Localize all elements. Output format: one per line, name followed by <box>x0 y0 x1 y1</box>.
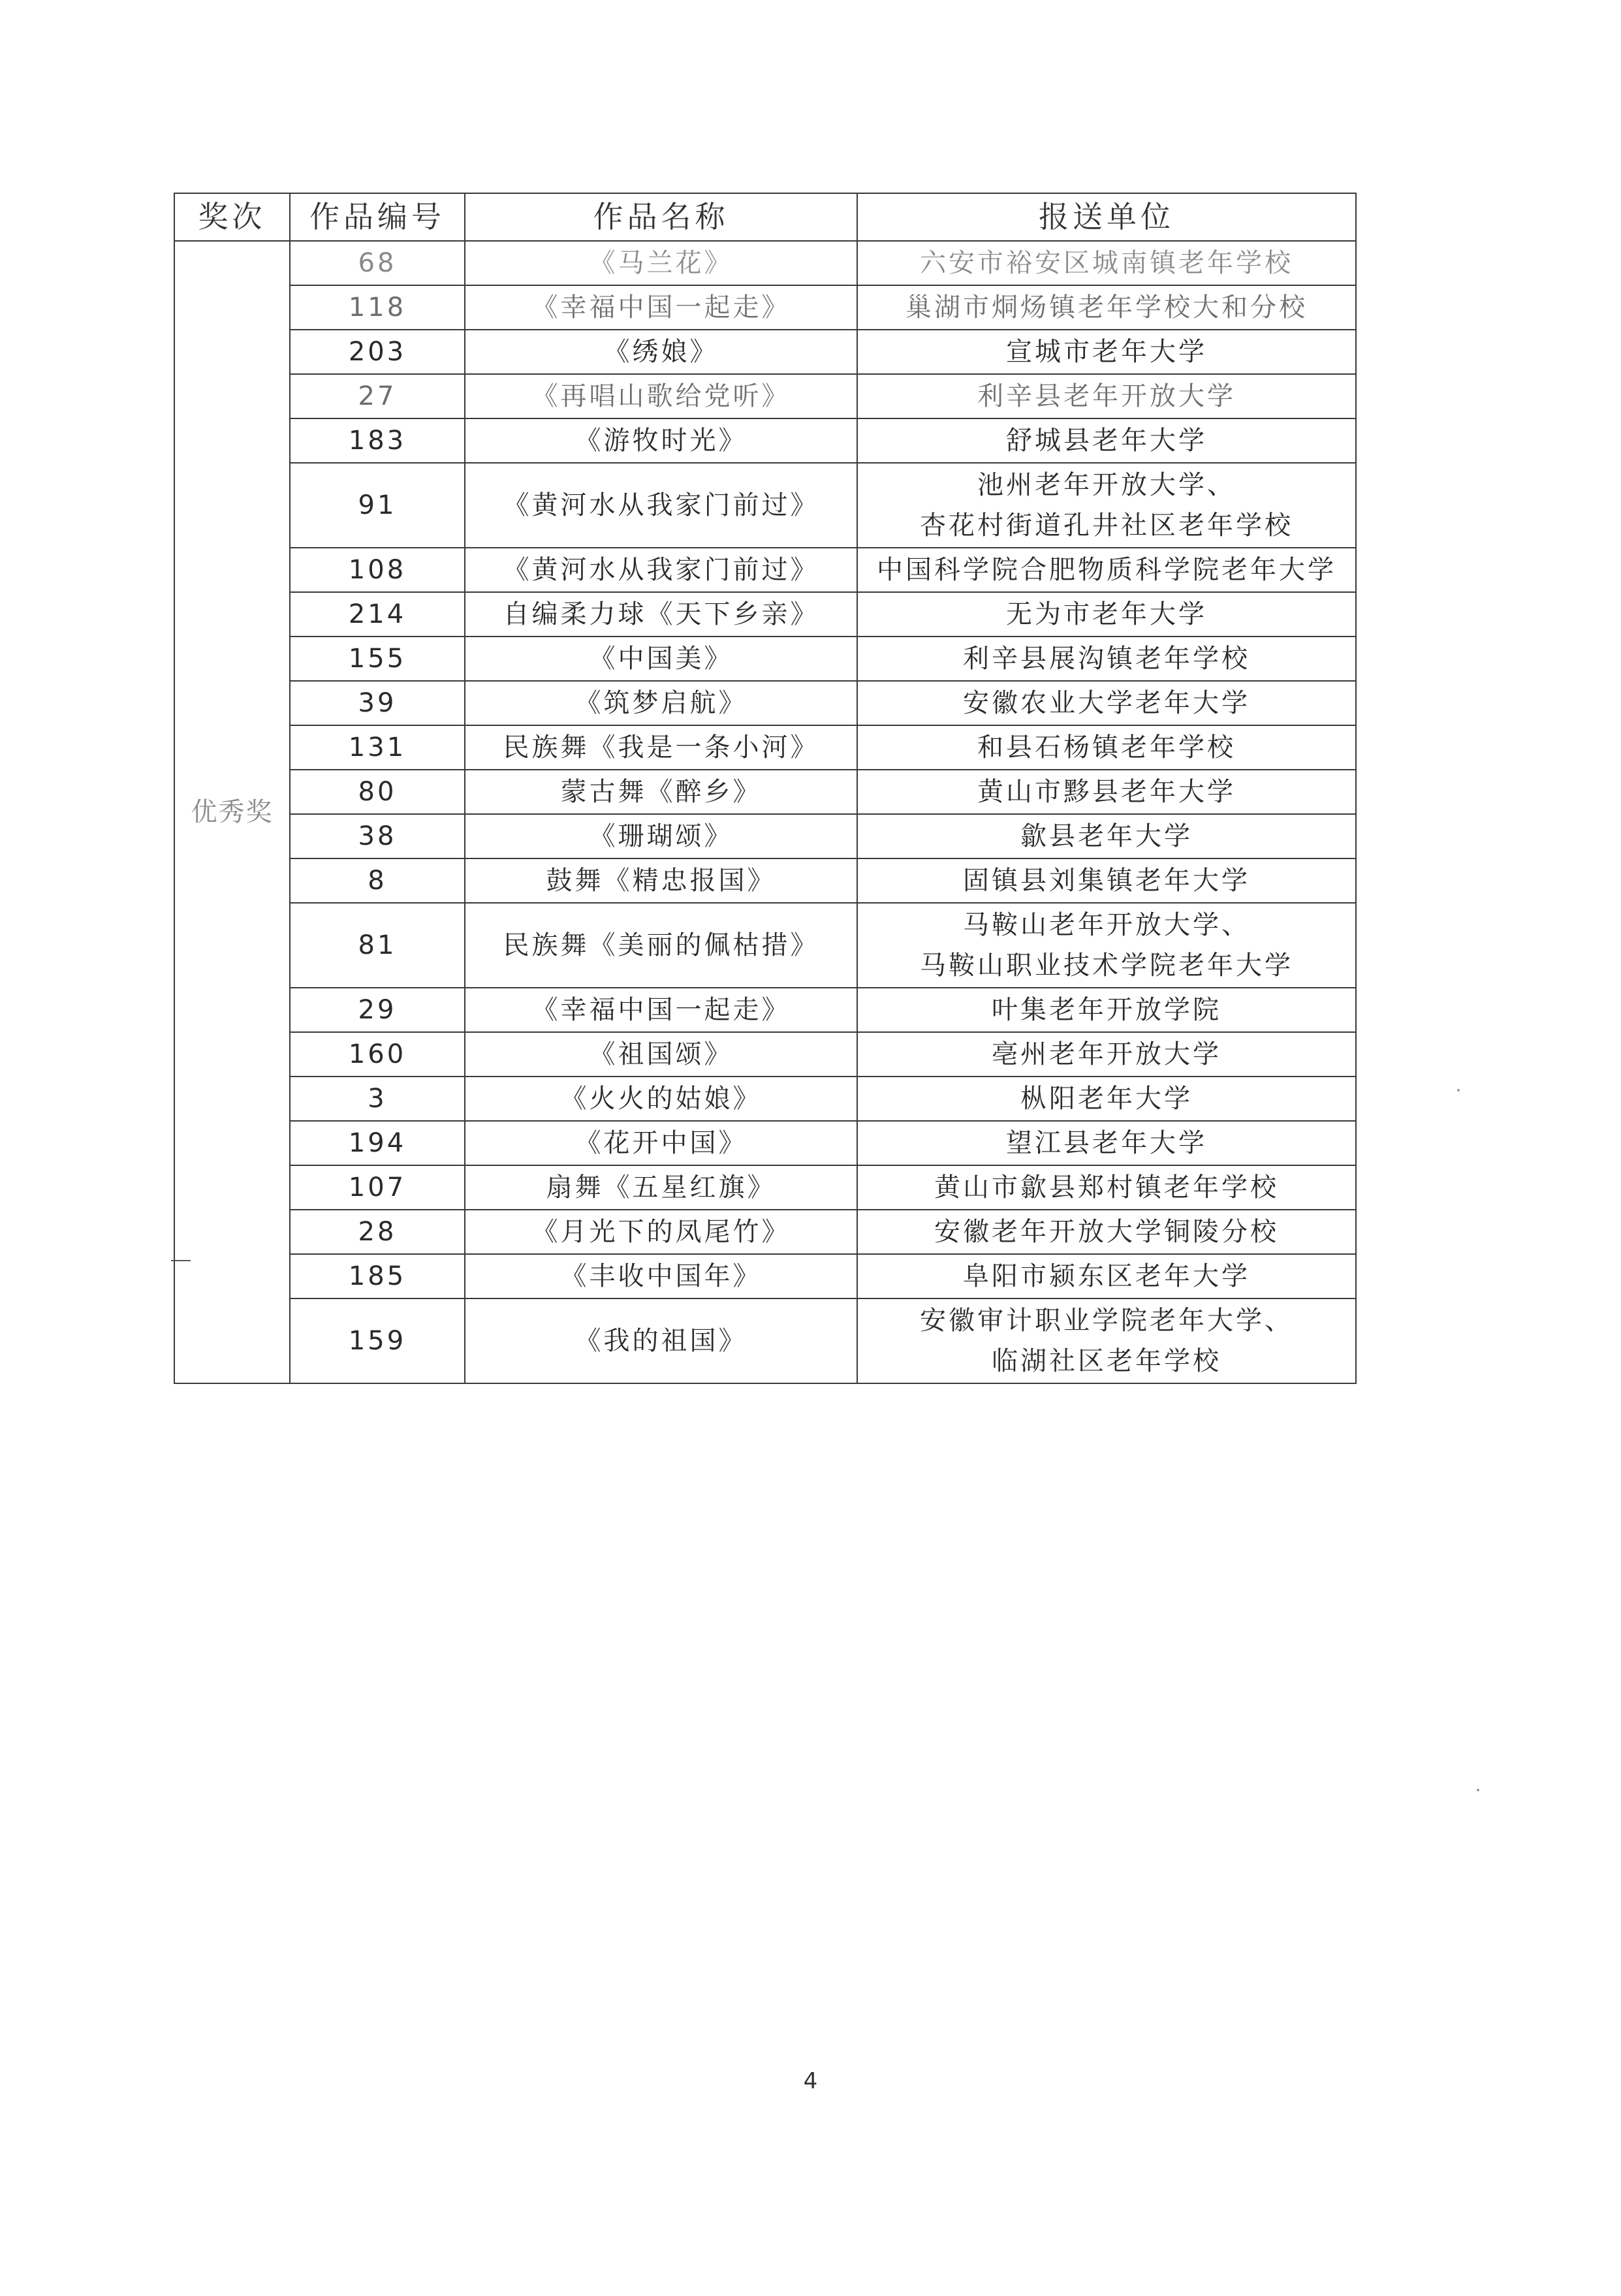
submitting-unit <box>857 1298 1356 1383</box>
work-number: 118 <box>290 285 465 330</box>
submitting-unit: 望江县老年大学 <box>857 1121 1356 1165</box>
submitting-unit: 固镇县刘集镇老年大学 <box>857 858 1356 903</box>
work-number: 131 <box>290 725 465 770</box>
work-number: 3 <box>290 1077 465 1121</box>
rank-cell: 优秀奖 <box>174 241 290 1383</box>
work-title: 《火火的姑娘》 <box>465 1077 857 1121</box>
submitting-unit <box>857 463 1356 548</box>
table-header-row <box>174 193 1356 241</box>
margin-mark <box>171 1260 191 1261</box>
table-row <box>174 374 1356 418</box>
submitting-unit: 宣城市老年大学 <box>857 330 1356 374</box>
table-row <box>174 903 1356 988</box>
submitting-unit <box>857 903 1356 988</box>
table-row <box>174 858 1356 903</box>
work-title: 《再唱山歌给党听》 <box>465 374 857 418</box>
table-row <box>174 1210 1356 1254</box>
work-number: 80 <box>290 770 465 814</box>
submitting-unit: 枞阳老年大学 <box>857 1077 1356 1121</box>
work-title: 《中国美》 <box>465 637 857 681</box>
submitting-unit: 阜阳市颍东区老年大学 <box>857 1254 1356 1298</box>
header-rank: 奖次 <box>174 193 290 241</box>
work-number: 185 <box>290 1254 465 1298</box>
work-number: 107 <box>290 1165 465 1210</box>
work-title: 民族舞《美丽的佩枯措》 <box>465 903 857 988</box>
table-row <box>174 1077 1356 1121</box>
work-title: 《马兰花》 <box>465 241 857 285</box>
work-number: 214 <box>290 592 465 637</box>
unit-line: 杏花村街道孔井社区老年学校 <box>920 511 1293 541</box>
work-title: 民族舞《我是一条小河》 <box>465 725 857 770</box>
work-number: 91 <box>290 463 465 548</box>
submitting-unit: 黄山市黟县老年大学 <box>857 770 1356 814</box>
table-row <box>174 1165 1356 1210</box>
submitting-unit: 无为市老年大学 <box>857 592 1356 637</box>
table-row <box>174 1032 1356 1077</box>
submitting-unit: 舒城县老年大学 <box>857 418 1356 463</box>
header-work-title: 作品名称 <box>465 193 857 241</box>
work-number: 160 <box>290 1032 465 1077</box>
submitting-unit: 利辛县老年开放大学 <box>857 374 1356 418</box>
table-row <box>174 725 1356 770</box>
table-row <box>174 418 1356 463</box>
unit-line: 临湖社区老年学校 <box>992 1346 1221 1377</box>
table-row <box>174 770 1356 814</box>
submitting-unit: 歙县老年大学 <box>857 814 1356 858</box>
work-number: 194 <box>290 1121 465 1165</box>
work-title: 《黄河水从我家门前过》 <box>465 548 857 592</box>
submitting-unit: 和县石杨镇老年学校 <box>857 725 1356 770</box>
submitting-unit: 六安市裕安区城南镇老年学校 <box>857 241 1356 285</box>
work-title: 扇舞《五星红旗》 <box>465 1165 857 1210</box>
table-row <box>174 548 1356 592</box>
unit-line: 马鞍山老年开放大学、 <box>963 910 1250 941</box>
submitting-unit: 黄山市歙县郑村镇老年学校 <box>857 1165 1356 1210</box>
table-row <box>174 330 1356 374</box>
table-row <box>174 637 1356 681</box>
work-title: 《幸福中国一起走》 <box>465 285 857 330</box>
submitting-unit: 安徽老年开放大学铜陵分校 <box>857 1210 1356 1254</box>
work-title: 《月光下的凤尾竹》 <box>465 1210 857 1254</box>
submitting-unit: 中国科学院合肥物质科学院老年大学 <box>857 548 1356 592</box>
work-title: 《我的祖国》 <box>465 1298 857 1383</box>
work-title: 《珊瑚颂》 <box>465 814 857 858</box>
work-title: 《黄河水从我家门前过》 <box>465 463 857 548</box>
submitting-unit: 利辛县展沟镇老年学校 <box>857 637 1356 681</box>
work-title: 《幸福中国一起走》 <box>465 988 857 1032</box>
work-number: 28 <box>290 1210 465 1254</box>
table-row <box>174 463 1356 548</box>
unit-line: 池州老年开放大学、 <box>977 470 1236 501</box>
award-table <box>174 193 1357 1384</box>
table-row <box>174 1121 1356 1165</box>
work-title: 《筑梦启航》 <box>465 681 857 725</box>
page-number: 4 <box>803 2068 818 2094</box>
work-title: 蒙古舞《醉乡》 <box>465 770 857 814</box>
unit-line: 马鞍山职业技术学院老年大学 <box>920 951 1293 981</box>
work-number: 155 <box>290 637 465 681</box>
header-work-number: 作品编号 <box>290 193 465 241</box>
table-row <box>174 814 1356 858</box>
submitting-unit: 亳州老年开放大学 <box>857 1032 1356 1077</box>
work-title: 鼓舞《精忠报国》 <box>465 858 857 903</box>
work-title: 《丰收中国年》 <box>465 1254 857 1298</box>
table-row <box>174 988 1356 1032</box>
table-row <box>174 241 1356 285</box>
work-number: 38 <box>290 814 465 858</box>
header-submitting-unit: 报送单位 <box>857 193 1356 241</box>
table-row <box>174 681 1356 725</box>
work-title: 《游牧时光》 <box>465 418 857 463</box>
work-number: 108 <box>290 548 465 592</box>
table-row <box>174 1298 1356 1383</box>
work-title: 《祖国颂》 <box>465 1032 857 1077</box>
work-title: 《绣娘》 <box>465 330 857 374</box>
work-number: 29 <box>290 988 465 1032</box>
work-number: 81 <box>290 903 465 988</box>
table-row <box>174 592 1356 637</box>
scan-speck <box>1477 1789 1479 1791</box>
work-number: 203 <box>290 330 465 374</box>
work-number: 159 <box>290 1298 465 1383</box>
work-number: 183 <box>290 418 465 463</box>
work-number: 27 <box>290 374 465 418</box>
work-title: 《花开中国》 <box>465 1121 857 1165</box>
table-row <box>174 285 1356 330</box>
table-row <box>174 1254 1356 1298</box>
scan-speck <box>1457 1089 1460 1092</box>
work-number: 8 <box>290 858 465 903</box>
submitting-unit: 巢湖市烔炀镇老年学校大和分校 <box>857 285 1356 330</box>
work-title: 自编柔力球《天下乡亲》 <box>465 592 857 637</box>
submitting-unit: 安徽农业大学老年大学 <box>857 681 1356 725</box>
work-number: 68 <box>290 241 465 285</box>
unit-line: 安徽审计职业学院老年大学、 <box>920 1306 1293 1336</box>
submitting-unit: 叶集老年开放学院 <box>857 988 1356 1032</box>
work-number: 39 <box>290 681 465 725</box>
